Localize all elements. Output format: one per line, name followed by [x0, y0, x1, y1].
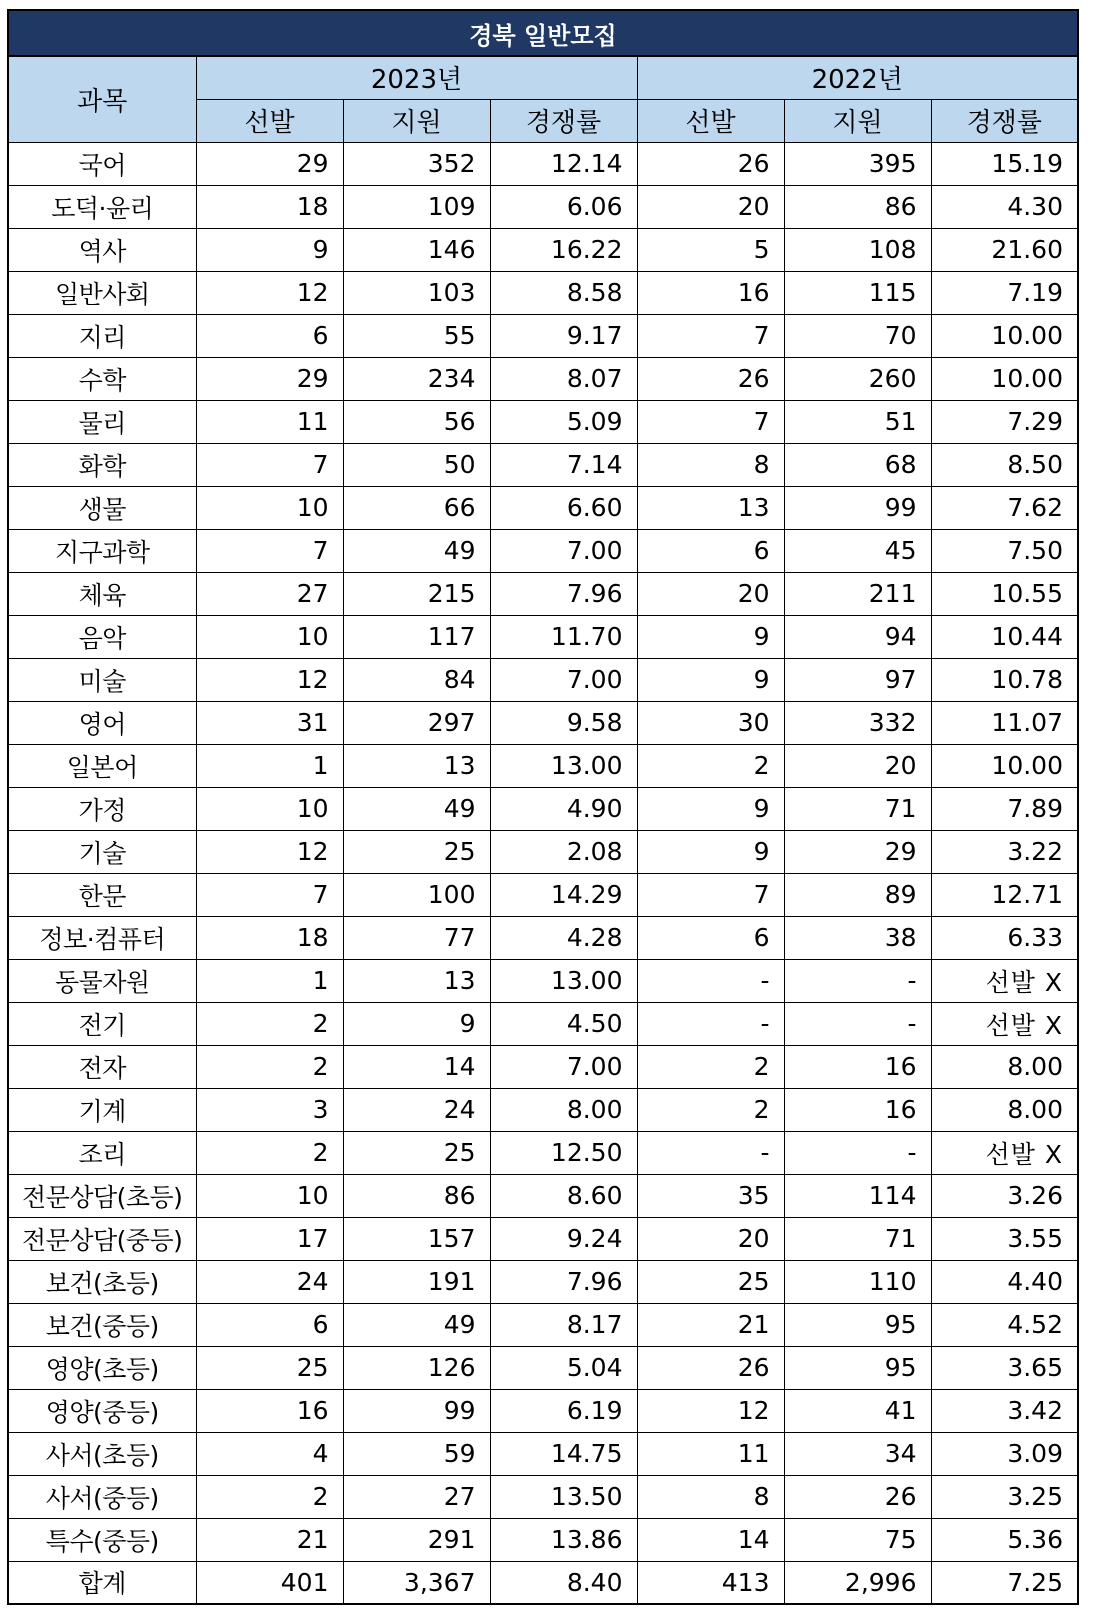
applied-2022-cell: - — [784, 1002, 931, 1045]
table-row — [8, 400, 1078, 443]
applied-2022-cell: 89 — [784, 873, 931, 916]
ratio-2022-cell: 15.19 — [931, 142, 1078, 185]
subject-cell: 생물 — [8, 486, 196, 529]
ratio-2023-cell: 4.50 — [490, 1002, 637, 1045]
col-header-selected-2022: 선발 — [637, 99, 784, 142]
applied-2022-cell: 2,996 — [784, 1561, 931, 1604]
table-row — [8, 830, 1078, 873]
selected-2023-cell: 12 — [196, 658, 343, 701]
table-row — [8, 1174, 1078, 1217]
ratio-2023-cell: 6.60 — [490, 486, 637, 529]
applied-2022-cell: 95 — [784, 1346, 931, 1389]
selected-2022-cell: 26 — [637, 357, 784, 400]
selected-2023-cell: 10 — [196, 615, 343, 658]
selected-2022-cell: 21 — [637, 1303, 784, 1346]
ratio-2022-cell: 5.36 — [931, 1518, 1078, 1561]
applied-2022-cell: 110 — [784, 1260, 931, 1303]
table-row — [8, 615, 1078, 658]
applied-2023-cell: 9 — [343, 1002, 490, 1045]
ratio-2023-cell: 14.75 — [490, 1432, 637, 1475]
ratio-2022-cell: 3.25 — [931, 1475, 1078, 1518]
ratio-2022-cell: 3.22 — [931, 830, 1078, 873]
ratio-2023-cell: 13.50 — [490, 1475, 637, 1518]
table-row — [8, 1389, 1078, 1432]
subject-cell: 일반사회 — [8, 271, 196, 314]
subject-cell: 지리 — [8, 314, 196, 357]
selected-2022-cell: 5 — [637, 228, 784, 271]
table-row — [8, 1518, 1078, 1561]
subject-cell: 전문상담(중등) — [8, 1217, 196, 1260]
ratio-2022-cell: 7.50 — [931, 529, 1078, 572]
col-header-ratio-2023: 경쟁률 — [490, 99, 637, 142]
table-row — [8, 142, 1078, 185]
subject-cell: 물리 — [8, 400, 196, 443]
subject-cell: 보건(중등) — [8, 1303, 196, 1346]
selected-2022-cell: 413 — [637, 1561, 784, 1604]
table-row — [8, 744, 1078, 787]
subject-cell: 기계 — [8, 1088, 196, 1131]
table-row — [8, 228, 1078, 271]
ratio-2022-cell: 21.60 — [931, 228, 1078, 271]
selected-2023-cell: 6 — [196, 1303, 343, 1346]
selected-2023-cell: 2 — [196, 1002, 343, 1045]
year-header-2023: 2023년 — [196, 56, 637, 99]
selected-2022-cell: 13 — [637, 486, 784, 529]
selected-2023-cell: 12 — [196, 830, 343, 873]
selected-2022-cell: 25 — [637, 1260, 784, 1303]
ratio-2022-cell: 7.29 — [931, 400, 1078, 443]
subject-cell: 사서(초등) — [8, 1432, 196, 1475]
selected-2023-cell: 10 — [196, 1174, 343, 1217]
selected-2023-cell: 18 — [196, 916, 343, 959]
ratio-2022-cell: 선발 X — [931, 1002, 1078, 1045]
applied-2023-cell: 146 — [343, 228, 490, 271]
applied-2022-cell: 26 — [784, 1475, 931, 1518]
selected-2023-cell: 21 — [196, 1518, 343, 1561]
applied-2023-cell: 109 — [343, 185, 490, 228]
ratio-2023-cell: 4.28 — [490, 916, 637, 959]
ratio-2023-cell: 7.00 — [490, 658, 637, 701]
ratio-2022-cell: 4.52 — [931, 1303, 1078, 1346]
ratio-2022-cell: 4.40 — [931, 1260, 1078, 1303]
applied-2022-cell: 41 — [784, 1389, 931, 1432]
subject-cell: 전자 — [8, 1045, 196, 1088]
applied-2023-cell: 234 — [343, 357, 490, 400]
applied-2023-cell: 56 — [343, 400, 490, 443]
subject-cell: 기술 — [8, 830, 196, 873]
ratio-2022-cell: 3.65 — [931, 1346, 1078, 1389]
subject-cell: 정보·컴퓨터 — [8, 916, 196, 959]
table-row — [8, 1475, 1078, 1518]
table-row — [8, 1217, 1078, 1260]
table-row — [8, 185, 1078, 228]
applied-2023-cell: 25 — [343, 830, 490, 873]
col-header-applied-2022: 지원 — [784, 99, 931, 142]
applied-2022-cell: 86 — [784, 185, 931, 228]
subject-cell: 화학 — [8, 443, 196, 486]
applied-2022-cell: 97 — [784, 658, 931, 701]
table-row — [8, 443, 1078, 486]
subject-cell: 미술 — [8, 658, 196, 701]
selected-2023-cell: 7 — [196, 443, 343, 486]
ratio-2022-cell: 7.89 — [931, 787, 1078, 830]
selected-2022-cell: - — [637, 959, 784, 1002]
selected-2022-cell: 6 — [637, 916, 784, 959]
table-row — [8, 1346, 1078, 1389]
ratio-2022-cell: 10.78 — [931, 658, 1078, 701]
table-row — [8, 873, 1078, 916]
ratio-2022-cell: 8.00 — [931, 1045, 1078, 1088]
applied-2022-cell: 45 — [784, 529, 931, 572]
selected-2023-cell: 7 — [196, 873, 343, 916]
applied-2022-cell: 95 — [784, 1303, 931, 1346]
selected-2023-cell: 31 — [196, 701, 343, 744]
ratio-2023-cell: 6.06 — [490, 185, 637, 228]
table-row — [8, 1002, 1078, 1045]
table-row — [8, 1045, 1078, 1088]
selected-2022-cell: - — [637, 1002, 784, 1045]
subject-cell: 영어 — [8, 701, 196, 744]
ratio-2023-cell: 13.00 — [490, 744, 637, 787]
applied-2023-cell: 84 — [343, 658, 490, 701]
selected-2022-cell: 14 — [637, 1518, 784, 1561]
ratio-2023-cell: 8.07 — [490, 357, 637, 400]
applied-2022-cell: 99 — [784, 486, 931, 529]
ratio-2023-cell: 7.96 — [490, 1260, 637, 1303]
ratio-2023-cell: 13.00 — [490, 959, 637, 1002]
selected-2022-cell: 9 — [637, 615, 784, 658]
applied-2023-cell: 157 — [343, 1217, 490, 1260]
selected-2022-cell: 8 — [637, 1475, 784, 1518]
ratio-2023-cell: 5.04 — [490, 1346, 637, 1389]
ratio-2023-cell: 14.29 — [490, 873, 637, 916]
applied-2022-cell: 94 — [784, 615, 931, 658]
selected-2023-cell: 7 — [196, 529, 343, 572]
applied-2023-cell: 191 — [343, 1260, 490, 1303]
selected-2022-cell: 20 — [637, 572, 784, 615]
applied-2023-cell: 297 — [343, 701, 490, 744]
ratio-2023-cell: 7.00 — [490, 529, 637, 572]
applied-2023-cell: 13 — [343, 744, 490, 787]
ratio-2022-cell: 8.50 — [931, 443, 1078, 486]
ratio-2023-cell: 8.40 — [490, 1561, 637, 1604]
selected-2022-cell: 6 — [637, 529, 784, 572]
table-row — [8, 658, 1078, 701]
year-header-2022: 2022년 — [637, 56, 1078, 99]
ratio-2022-cell: 3.55 — [931, 1217, 1078, 1260]
selected-2023-cell: 401 — [196, 1561, 343, 1604]
ratio-2023-cell: 2.08 — [490, 830, 637, 873]
ratio-2022-cell: 3.26 — [931, 1174, 1078, 1217]
applied-2023-cell: 49 — [343, 787, 490, 830]
applied-2023-cell: 126 — [343, 1346, 490, 1389]
ratio-2022-cell: 선발 X — [931, 959, 1078, 1002]
table-row — [8, 1260, 1078, 1303]
selected-2022-cell: 26 — [637, 1346, 784, 1389]
selected-2023-cell: 9 — [196, 228, 343, 271]
applied-2023-cell: 59 — [343, 1432, 490, 1475]
ratio-2023-cell: 7.14 — [490, 443, 637, 486]
ratio-2022-cell: 10.00 — [931, 357, 1078, 400]
applied-2023-cell: 77 — [343, 916, 490, 959]
subject-cell: 도덕·윤리 — [8, 185, 196, 228]
table-row — [8, 314, 1078, 357]
table-row — [8, 701, 1078, 744]
subject-cell: 합계 — [8, 1561, 196, 1604]
applied-2022-cell: 20 — [784, 744, 931, 787]
applied-2023-cell: 352 — [343, 142, 490, 185]
ratio-2023-cell: 12.14 — [490, 142, 637, 185]
selected-2023-cell: 18 — [196, 185, 343, 228]
selected-2023-cell: 24 — [196, 1260, 343, 1303]
ratio-2022-cell: 8.00 — [931, 1088, 1078, 1131]
subject-cell: 지구과학 — [8, 529, 196, 572]
ratio-2023-cell: 8.58 — [490, 271, 637, 314]
ratio-2022-cell: 3.09 — [931, 1432, 1078, 1475]
applied-2023-cell: 14 — [343, 1045, 490, 1088]
table-row — [8, 1131, 1078, 1174]
applied-2023-cell: 49 — [343, 529, 490, 572]
applied-2022-cell: 114 — [784, 1174, 931, 1217]
applied-2023-cell: 55 — [343, 314, 490, 357]
selected-2022-cell: 35 — [637, 1174, 784, 1217]
ratio-2023-cell: 9.58 — [490, 701, 637, 744]
selected-2023-cell: 2 — [196, 1475, 343, 1518]
col-header-ratio-2022: 경쟁률 — [931, 99, 1078, 142]
ratio-2023-cell: 7.00 — [490, 1045, 637, 1088]
selected-2023-cell: 11 — [196, 400, 343, 443]
selected-2023-cell: 29 — [196, 142, 343, 185]
subject-cell: 영양(중등) — [8, 1389, 196, 1432]
applied-2022-cell: 115 — [784, 271, 931, 314]
applied-2022-cell: 34 — [784, 1432, 931, 1475]
selected-2023-cell: 4 — [196, 1432, 343, 1475]
applied-2022-cell: 16 — [784, 1045, 931, 1088]
selected-2023-cell: 27 — [196, 572, 343, 615]
selected-2022-cell: 2 — [637, 744, 784, 787]
applied-2022-cell: 68 — [784, 443, 931, 486]
ratio-2022-cell: 6.33 — [931, 916, 1078, 959]
subject-cell: 전문상담(초등) — [8, 1174, 196, 1217]
table-row — [8, 486, 1078, 529]
subject-header: 과목 — [8, 56, 196, 142]
selected-2022-cell: 2 — [637, 1045, 784, 1088]
ratio-2023-cell: 12.50 — [490, 1131, 637, 1174]
total-row — [8, 1561, 1078, 1604]
table-row — [8, 271, 1078, 314]
subject-cell: 전기 — [8, 1002, 196, 1045]
ratio-2023-cell: 9.24 — [490, 1217, 637, 1260]
selected-2022-cell: 20 — [637, 185, 784, 228]
applied-2022-cell: 51 — [784, 400, 931, 443]
applied-2023-cell: 13 — [343, 959, 490, 1002]
applied-2022-cell: 29 — [784, 830, 931, 873]
applied-2023-cell: 215 — [343, 572, 490, 615]
col-header-selected-2023: 선발 — [196, 99, 343, 142]
selected-2022-cell: 8 — [637, 443, 784, 486]
selected-2022-cell: 11 — [637, 1432, 784, 1475]
applied-2022-cell: 71 — [784, 787, 931, 830]
applied-2022-cell: 75 — [784, 1518, 931, 1561]
table-row — [8, 959, 1078, 1002]
ratio-2022-cell: 7.19 — [931, 271, 1078, 314]
subject-cell: 일본어 — [8, 744, 196, 787]
applied-2022-cell: - — [784, 959, 931, 1002]
subject-cell: 동물자원 — [8, 959, 196, 1002]
ratio-2023-cell: 13.86 — [490, 1518, 637, 1561]
ratio-2023-cell: 9.17 — [490, 314, 637, 357]
selected-2022-cell: - — [637, 1131, 784, 1174]
subject-cell: 보건(초등) — [8, 1260, 196, 1303]
ratio-2022-cell: 10.00 — [931, 314, 1078, 357]
selected-2022-cell: 26 — [637, 142, 784, 185]
table-row — [8, 787, 1078, 830]
ratio-2022-cell: 10.44 — [931, 615, 1078, 658]
applied-2023-cell: 25 — [343, 1131, 490, 1174]
table-title: 경북 일반모집 — [8, 10, 1078, 56]
ratio-2022-cell: 12.71 — [931, 873, 1078, 916]
ratio-2022-cell: 11.07 — [931, 701, 1078, 744]
applied-2023-cell: 3,367 — [343, 1561, 490, 1604]
ratio-2022-cell: 7.62 — [931, 486, 1078, 529]
selected-2023-cell: 1 — [196, 959, 343, 1002]
competition-table — [7, 9, 1079, 1605]
selected-2023-cell: 3 — [196, 1088, 343, 1131]
selected-2023-cell: 6 — [196, 314, 343, 357]
selected-2022-cell: 30 — [637, 701, 784, 744]
selected-2023-cell: 17 — [196, 1217, 343, 1260]
selected-2022-cell: 16 — [637, 271, 784, 314]
applied-2023-cell: 50 — [343, 443, 490, 486]
selected-2022-cell: 12 — [637, 1389, 784, 1432]
subject-cell: 음악 — [8, 615, 196, 658]
subject-cell: 사서(중등) — [8, 1475, 196, 1518]
subject-cell: 가정 — [8, 787, 196, 830]
subject-cell: 체육 — [8, 572, 196, 615]
selected-2023-cell: 10 — [196, 787, 343, 830]
selected-2023-cell: 2 — [196, 1045, 343, 1088]
subject-cell: 역사 — [8, 228, 196, 271]
ratio-2023-cell: 6.19 — [490, 1389, 637, 1432]
selected-2022-cell: 7 — [637, 873, 784, 916]
ratio-2023-cell: 8.00 — [490, 1088, 637, 1131]
subject-cell: 국어 — [8, 142, 196, 185]
col-header-applied-2023: 지원 — [343, 99, 490, 142]
applied-2023-cell: 86 — [343, 1174, 490, 1217]
table-row — [8, 1088, 1078, 1131]
selected-2023-cell: 1 — [196, 744, 343, 787]
applied-2023-cell: 24 — [343, 1088, 490, 1131]
selected-2023-cell: 12 — [196, 271, 343, 314]
selected-2022-cell: 20 — [637, 1217, 784, 1260]
ratio-2022-cell: 10.55 — [931, 572, 1078, 615]
applied-2022-cell: 38 — [784, 916, 931, 959]
selected-2023-cell: 2 — [196, 1131, 343, 1174]
subject-cell: 한문 — [8, 873, 196, 916]
selected-2022-cell: 9 — [637, 787, 784, 830]
table-row — [8, 1432, 1078, 1475]
applied-2022-cell: 16 — [784, 1088, 931, 1131]
applied-2022-cell: 260 — [784, 357, 931, 400]
ratio-2022-cell: 선발 X — [931, 1131, 1078, 1174]
ratio-2022-cell: 7.25 — [931, 1561, 1078, 1604]
applied-2023-cell: 291 — [343, 1518, 490, 1561]
table-row — [8, 916, 1078, 959]
selected-2022-cell: 7 — [637, 314, 784, 357]
selected-2023-cell: 25 — [196, 1346, 343, 1389]
applied-2022-cell: 332 — [784, 701, 931, 744]
ratio-2023-cell: 5.09 — [490, 400, 637, 443]
applied-2022-cell: - — [784, 1131, 931, 1174]
applied-2022-cell: 108 — [784, 228, 931, 271]
selected-2022-cell: 7 — [637, 400, 784, 443]
table-body — [8, 142, 1078, 1604]
selected-2022-cell: 9 — [637, 658, 784, 701]
table-row — [8, 1303, 1078, 1346]
ratio-2023-cell: 8.60 — [490, 1174, 637, 1217]
ratio-2022-cell: 3.42 — [931, 1389, 1078, 1432]
subject-cell: 조리 — [8, 1131, 196, 1174]
selected-2023-cell: 16 — [196, 1389, 343, 1432]
selected-2023-cell: 29 — [196, 357, 343, 400]
ratio-2022-cell: 4.30 — [931, 185, 1078, 228]
ratio-2023-cell: 4.90 — [490, 787, 637, 830]
ratio-2023-cell: 7.96 — [490, 572, 637, 615]
table-row — [8, 572, 1078, 615]
subject-cell: 수학 — [8, 357, 196, 400]
subject-cell: 특수(중등) — [8, 1518, 196, 1561]
ratio-2023-cell: 8.17 — [490, 1303, 637, 1346]
selected-2022-cell: 2 — [637, 1088, 784, 1131]
applied-2022-cell: 211 — [784, 572, 931, 615]
applied-2023-cell: 66 — [343, 486, 490, 529]
applied-2023-cell: 27 — [343, 1475, 490, 1518]
table-row — [8, 357, 1078, 400]
table-row — [8, 529, 1078, 572]
applied-2022-cell: 71 — [784, 1217, 931, 1260]
ratio-2023-cell: 11.70 — [490, 615, 637, 658]
applied-2023-cell: 117 — [343, 615, 490, 658]
applied-2023-cell: 103 — [343, 271, 490, 314]
subject-cell: 영양(초등) — [8, 1346, 196, 1389]
applied-2022-cell: 70 — [784, 314, 931, 357]
selected-2022-cell: 9 — [637, 830, 784, 873]
applied-2023-cell: 49 — [343, 1303, 490, 1346]
ratio-2023-cell: 16.22 — [490, 228, 637, 271]
selected-2023-cell: 10 — [196, 486, 343, 529]
applied-2023-cell: 99 — [343, 1389, 490, 1432]
applied-2022-cell: 395 — [784, 142, 931, 185]
applied-2023-cell: 100 — [343, 873, 490, 916]
ratio-2022-cell: 10.00 — [931, 744, 1078, 787]
